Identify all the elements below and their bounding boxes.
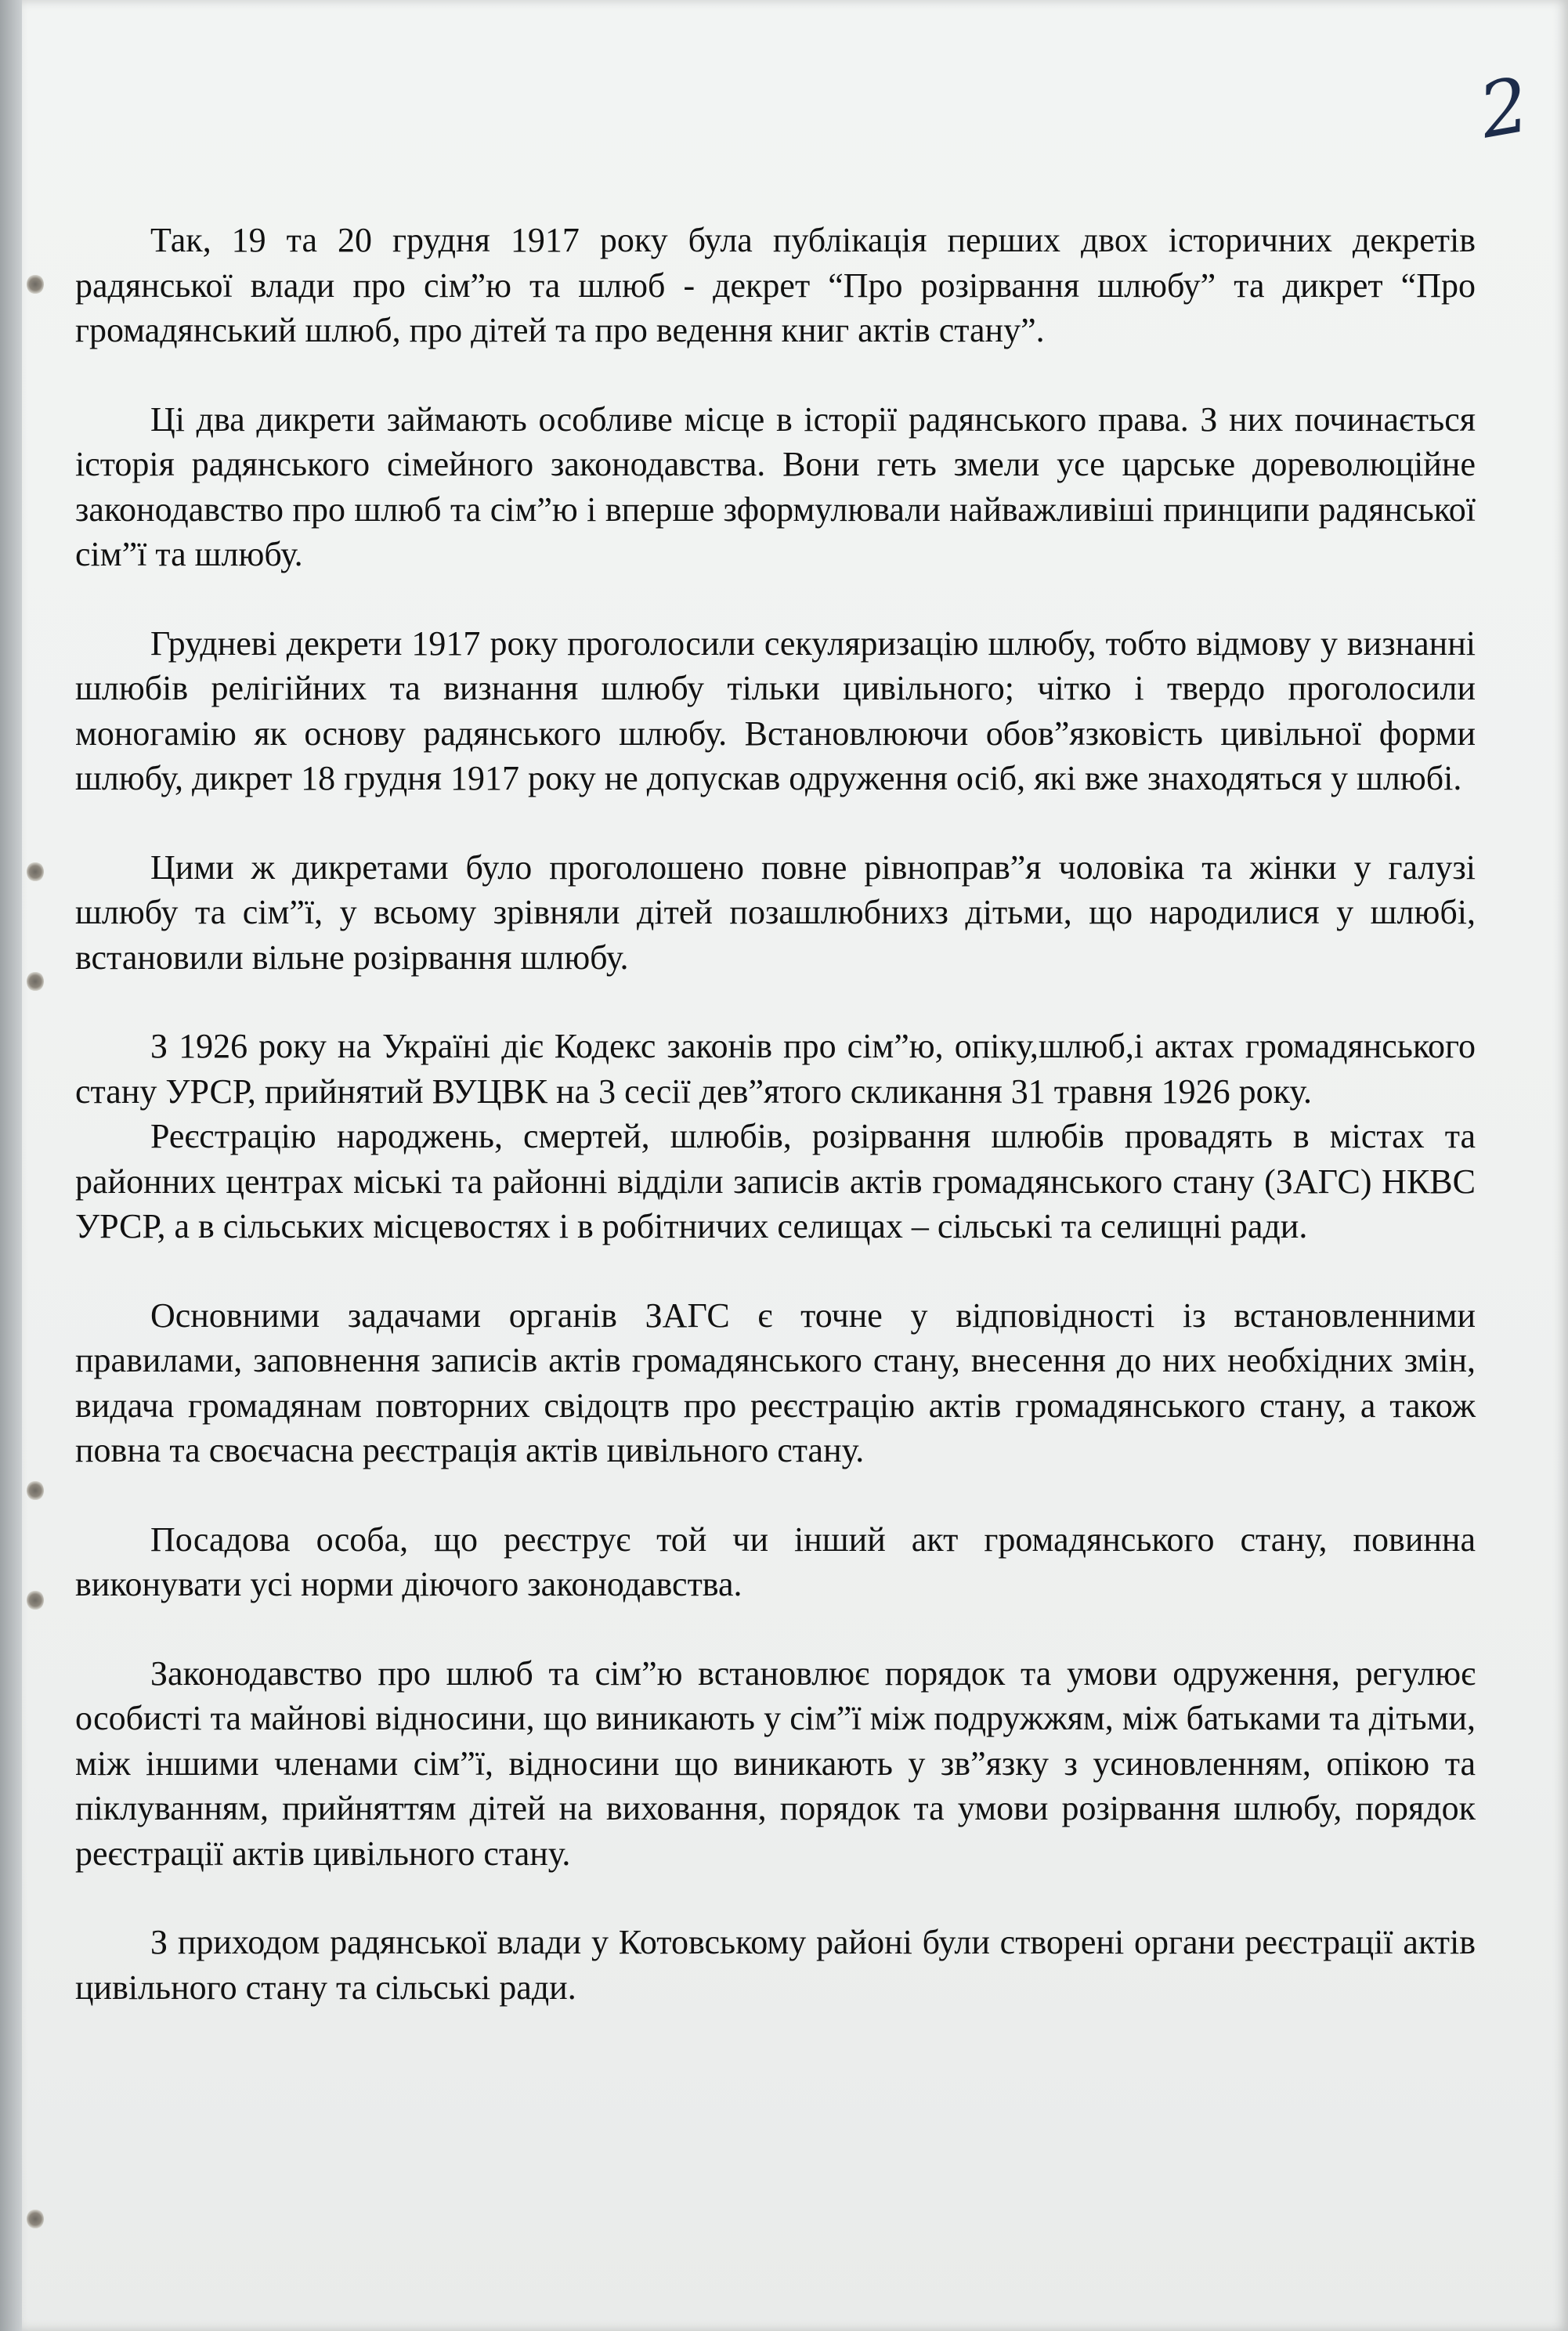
paragraph: З 1926 року на Україні діє Кодекс законів про сім”ю, опіку,шлюб,і актах громадянського стану УРСР, прийнятий ВУЦВК на 3 сесії дев”ятого скликання 31 травня 1926 року. [75,1027,1476,1111]
handwritten-page-number: 2 [1472,60,1536,156]
paragraph: Ці два дикрети займають особливе місце в історії радянського права. З них починається історія радянського сімейного законодавства. Вони геть змели усе царське дореволюційне законодавство про шлюб та сім”ю і вперше зформулювали найважливіші принципи радянської сім”ї та шлюбу. [75,399,1476,573]
paragraph: Так, 19 та 20 грудня 1917 року була публікація перших двох історичних декретів радянської влади про сім”ю та шлюб - декрет “Про розірвання шлюбу” та дикрет “Про громадянський шлюб, про дітей та про ведення книг актів стану”. [75,221,1476,349]
paragraph: Грудневі декрети 1917 року проголосили секуляризацію шлюбу, тобто відмову у визнанні шлюбів релігійних та визнання шлюбу тільки цивільного; чітко і твердо проголосили моногамію як основу радянського шлюбу. Встановлюючи обов”язковість цивільної форми шлюбу, дикрет 18 грудня 1917 року не допускав одруження осіб, які вже знаходяться у шлюбі. [75,623,1476,797]
binding-hole [27,2209,44,2229]
document-body [75,218,1476,2010]
binding-hole [27,1590,44,1610]
paragraph: Цими ж дикретами було проголошено повне рівноправ”я чоловіка та жінки у галузі шлюбу та сім”ї, у всьому зрівняли дітей позашлюбнихз дітьми, що народилися у шлюбі, встановили вільне розірвання шлюбу. [75,847,1476,977]
page-binding-edge [0,0,23,2331]
binding-hole [27,274,44,295]
paragraph: Реєстрацію народжень, смертей, шлюбів, розірвання шлюбів провадять в містах та районних центрах міські та районні відділи записів актів громадянського стану (ЗАГС) НКВС УРСР, а в сільських місцевостях і в робітничих селищах – сільські та селищні ради. [75,1117,1476,1245]
paragraph: Законодавство про шлюб та сім”ю встановлює порядок та умови одруження, регулює особисті та майнові відносини, що виникають у сім”ї між подружжям, між батьками та дітьми, між іншими членами сім”ї, відносини що виникають у зв”язку з усиновленням, опікою та піклуванням, прийняттям дітей на виховання, порядок та умови розірвання шлюбу, порядок реєстрації актів цивільного стану. [75,1653,1476,1873]
paragraph: Посадова особа, що реєструє той чи інший акт громадянського стану, повинна виконувати усі норми діючого законодавства. [75,1520,1476,1603]
binding-hole [27,1480,44,1501]
binding-hole [27,971,44,992]
paragraph: З приходом радянської влади у Котовському районі були створені органи реєстрації актів цивільного стану та сільські ради. [75,1923,1476,2007]
paragraph: Основними задачами органів ЗАГС є точне у відповідності із встановленними правилами, заповнення записів актів громадянського стану, внесення до них необхідних змін, видача громадянам повторних свідоцтв про реєстрацію актів громадянського стану, а також повна та своєчасна реєстрація актів цивільного стану. [75,1296,1476,1469]
binding-hole [27,862,44,882]
